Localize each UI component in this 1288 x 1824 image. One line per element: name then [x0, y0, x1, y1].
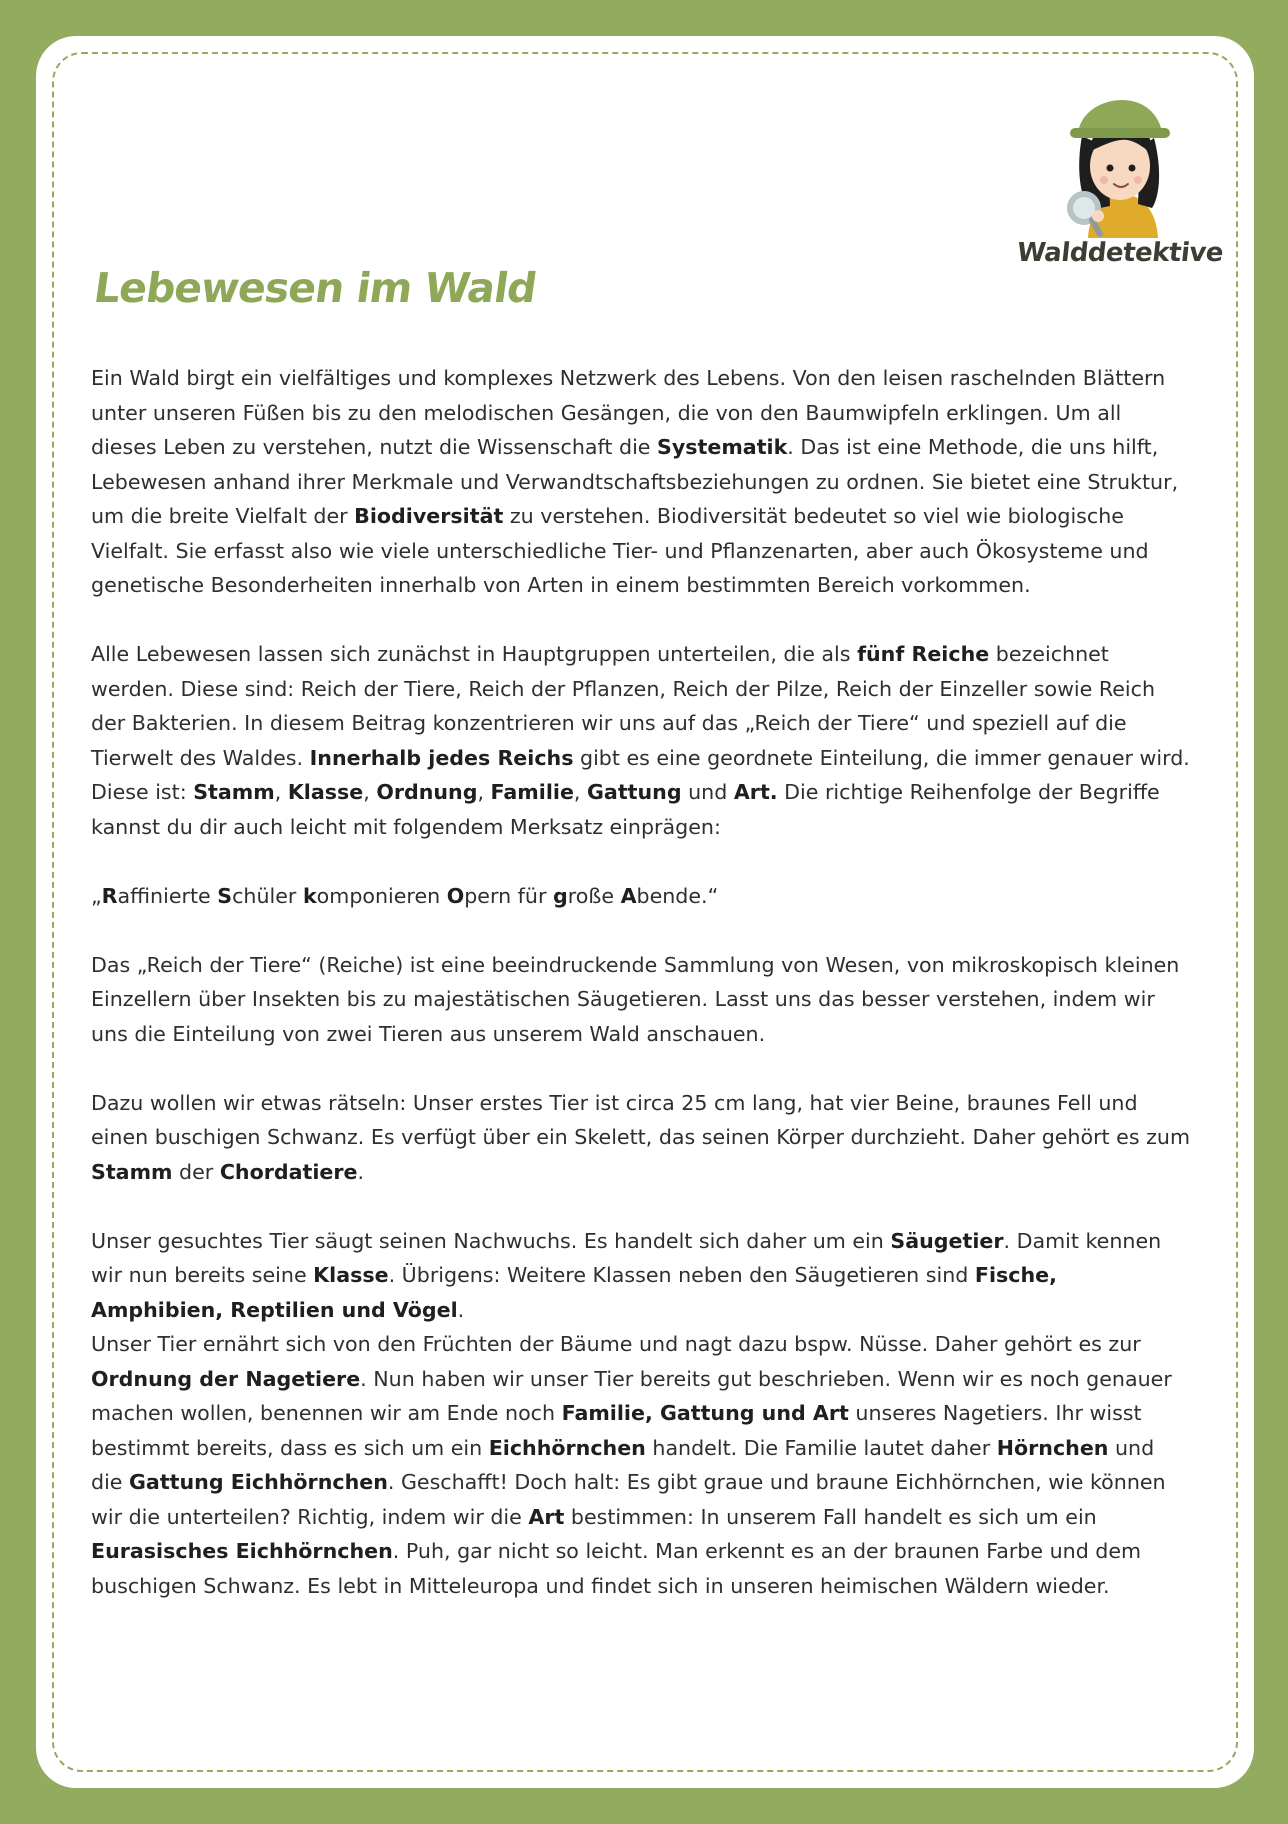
detective-girl-icon	[1060, 88, 1180, 238]
page-title: Lebewesen im Wald	[91, 264, 540, 312]
logo-wordmark: Walddetektive	[1015, 238, 1225, 268]
worksheet-card	[36, 36, 1254, 1788]
paragraph-intro: Ein Wald birgt ein vielfältiges und komplexes Netzwerk des Lebens. Von den leisen raschelnden Blättern unter unseren Füßen bis zu den melodischen Gesängen, die von den Baumwipfeln erklingen. Um all dieses Leben zu verstehen, nutzt die Wissenschaft die Systematik. Das ist eine Methode, die uns hilft, Lebewesen anhand ihrer Merkmale und Verwandtschaftsbeziehungen zu ordnen. Sie bietet eine Struktur, um die breite Vielfalt der Biodiversität zu verstehen. Biodiversität bedeutet so viel wie biologische Vielfalt. Sie erfasst also wie viele unterschiedliche Tier- und Pflanzenarten, aber auch Ökosysteme und genetische Besonderheiten innerhalb von Arten in einem bestimmten Bereich vorkommen.	[91, 366, 1179, 597]
article-body	[91, 361, 1191, 1603]
mnemonic-sentence: „Raffinierte Schüler komponieren Opern für große Abende.“	[91, 883, 719, 908]
paragraph-raetsel: Dazu wollen wir etwas rätseln: Unser erstes Tier ist circa 25 cm lang, hat vier Beine, braunes Fell und einen buschigen Schwanz. Es verfügt über ein Skelett, das seinen Körper durchzieht. Daher gehört es zum Stamm der Chordatiere.	[91, 1090, 1191, 1184]
paragraph-saeugetier: Unser gesuchtes Tier säugt seinen Nachwuchs. Es handelt sich daher um ein Säugetier. Damit kennen wir nun bereits seine Klasse. Übrigens: Weitere Klassen neben den Säugetieren sind Fische, Amphibien, Reptilien und Vögel.	[91, 1228, 1162, 1322]
logo	[1000, 88, 1240, 288]
paragraph-reiche: Alle Lebewesen lassen sich zunächst in Hauptgruppen unterteilen, die als fünf Reiche bezeichnet werden. Diese sind: Reich der Tiere, Reich der Pflanzen, Reich der Pilze, Reich der Einzeller sowie Reich der Bakterien. In diesem Beitrag konzentrieren wir uns auf das „Reich der Tiere“ und speziell auf die Tierwelt des Waldes. Innerhalb jedes Reichs gibt es eine geordnete Einteilung, die immer genauer wird. Diese ist: Stamm, Klasse, Ordnung, Familie, Gattung und Art. Die richtige Reihenfolge der Begriffe kannst du dir auch leicht mit folgendem Merksatz einprägen:	[91, 642, 1190, 839]
paragraph-eichhoernchen: Unser Tier ernährt sich von den Früchten der Bäume und nagt dazu bspw. Nüsse. Daher gehört es zur Ordnung der Nagetiere. Nun haben wir unser Tier bereits gut beschrieben. Wenn wir es noch genauer machen wollen, benennen wir am Ende noch Familie, Gattung und Art unseres Nagetiers. Ihr wisst bestimmt bereits, dass es sich um ein Eichhörnchen handelt. Die Familie lautet daher Hörnchen und die Gattung Eichhörnchen. Geschafft! Doch halt: Es gibt graue und braune Eichhörnchen, wie können wir die unterteilen? Richtig, indem wir die Art bestimmen: In unserem Fall handelt es sich um ein Eurasisches Eichhörnchen. Puh, gar nicht so leicht. Man erkennt es an der braunen Farbe und dem buschigen Schwanz. Es lebt in Mitteleuropa und findet sich in unseren heimischen Wäldern wieder.	[91, 1332, 1172, 1598]
paragraph-reich-der-tiere: Das „Reich der Tiere“ (Reiche) ist eine beeindruckende Sammlung von Wesen, von mikroskopisch kleinen Einzellern über Insekten bis zu majestätischen Säugetieren. Lasst uns das besser verstehen, indem wir uns die Einteilung von zwei Tieren aus unserem Wald anschauen.	[91, 952, 1180, 1046]
